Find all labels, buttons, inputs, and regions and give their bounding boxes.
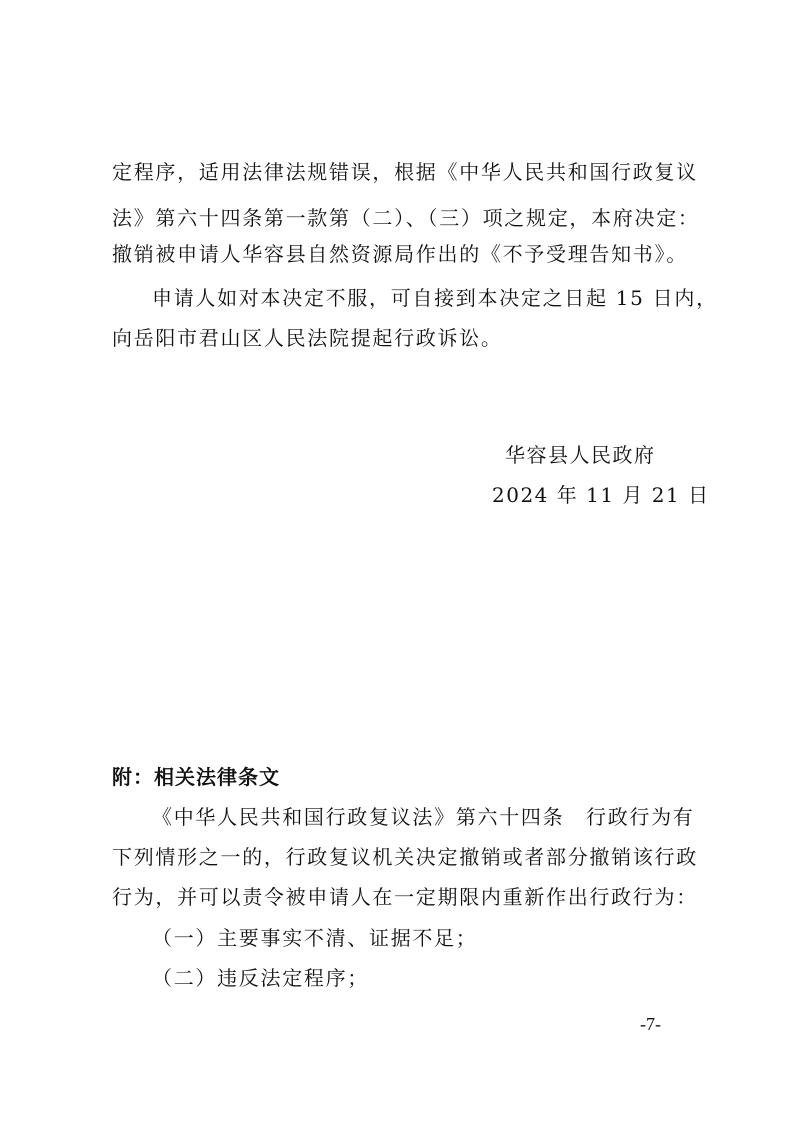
- page-number: -7-: [640, 1014, 661, 1034]
- decision-line-1: 定程序，适用法律法规错误，根据《中华人民共和国行政复议: [112, 160, 698, 184]
- appendix-line-2: 下列情形之一的，行政复议机关决定撤销或者部分撤销该行政: [112, 845, 698, 869]
- appendix-line-5: （二）违反法定程序；: [152, 966, 369, 990]
- appendix-line-4: （一）主要事实不清、证据不足；: [152, 926, 478, 950]
- signature-date: 2024 年 11 月 21 日: [492, 483, 710, 507]
- signature-org: 华容县人民政府: [505, 443, 656, 467]
- decision-line-3: 撤销被申请人华容县自然资源局作出的《不予受理告知书》。: [112, 242, 688, 266]
- appendix-heading: 附：相关法律条文: [112, 765, 280, 789]
- appendix-line-3: 行为，并可以责令被申请人在一定期限内重新作出行政行为：: [112, 885, 698, 909]
- decision-line-2: 法》第六十四条第一款第（二）、（三）项之规定，本府决定：: [112, 206, 700, 230]
- decision-line-5: 向岳阳市君山区人民法院提起行政诉讼。: [112, 326, 503, 350]
- appendix-line-1: 《中华人民共和国行政复议法》第六十四条 行政行为有: [152, 805, 695, 829]
- decision-line-4: 申请人如对本决定不服，可自接到本决定之日起 15 日内，: [152, 286, 718, 310]
